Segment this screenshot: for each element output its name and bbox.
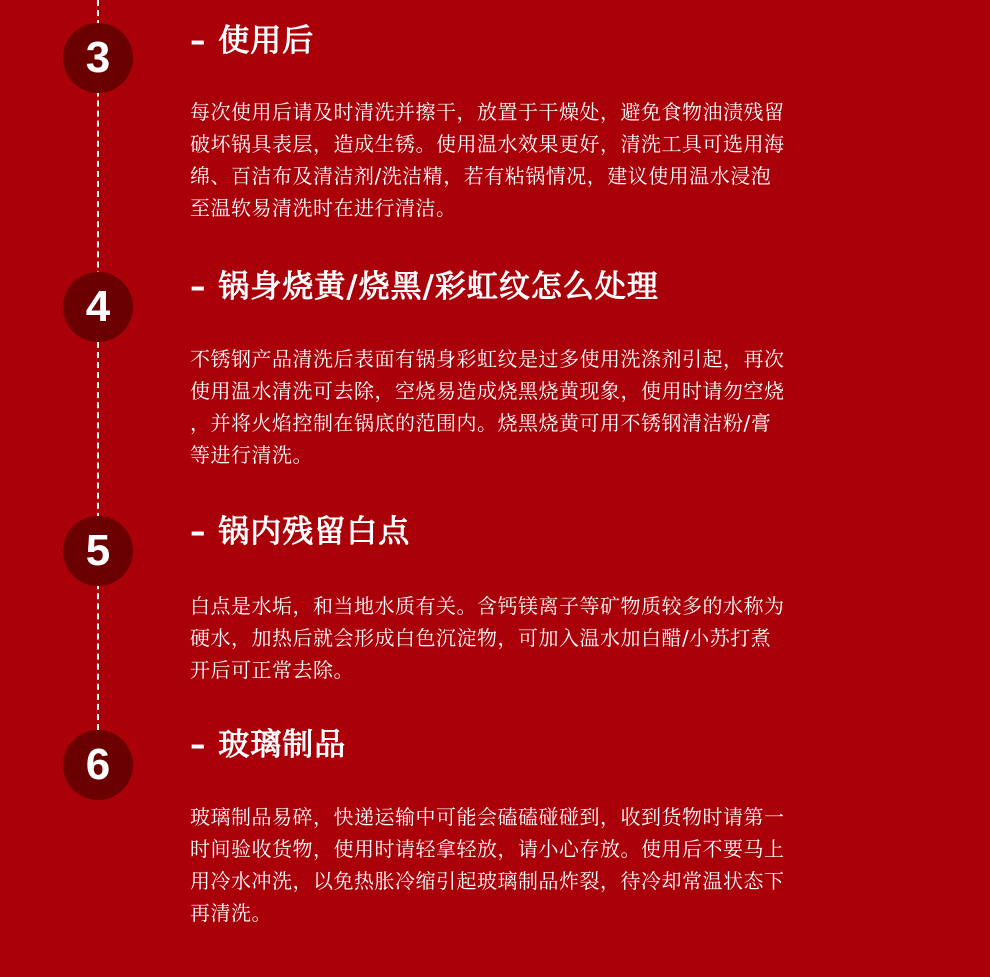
body-line: 等进行清洗。 bbox=[190, 443, 313, 467]
body-line: 用冷水冲洗，以免热胀冷缩引起玻璃制品炸裂，待冷却常温状态下 bbox=[190, 869, 785, 893]
body-line: 硬水，加热后就会形成白色沉淀物，可加入温水加白醋/小苏打煮 bbox=[190, 626, 772, 650]
section-title: – 玻璃制品 bbox=[190, 727, 347, 763]
body-line: 再清洗。 bbox=[190, 901, 272, 925]
body-line: 每次使用后请及时清洗并擦干，放置于干燥处，避免食物油渍残留 bbox=[190, 100, 785, 124]
section-body bbox=[190, 96, 890, 224]
step-number-badge: 6 bbox=[63, 730, 133, 800]
step-number-badge: 4 bbox=[63, 272, 133, 342]
body-line: 使用温水清洗可去除，空烧易造成烧黑烧黄现象，使用时请勿空烧 bbox=[190, 379, 785, 403]
section-title: – 锅内残留白点 bbox=[190, 514, 411, 550]
body-line: 时间验收货物，使用时请轻拿轻放，请小心存放。使用后不要马上 bbox=[190, 837, 785, 861]
section-body bbox=[190, 801, 890, 929]
body-line: 玻璃制品易碎，快递运输中可能会磕磕碰碰到，收到货物时请第一 bbox=[190, 805, 785, 829]
section-title: – 锅身烧黄/烧黑/彩虹纹怎么处理 bbox=[190, 269, 659, 305]
body-line: 白点是水垢，和当地水质有关。含钙镁离子等矿物质较多的水称为 bbox=[190, 594, 785, 618]
section-body bbox=[190, 590, 890, 686]
timeline-dashed-line bbox=[97, 0, 99, 730]
body-line: 至温软易清洗时在进行清洁。 bbox=[190, 196, 457, 220]
body-line: 绵、百洁布及清洁剂/洗洁精，若有粘锅情况，建议使用温水浸泡 bbox=[190, 164, 772, 188]
section-title: – 使用后 bbox=[190, 23, 315, 59]
body-line: 破坏锅具表层，造成生锈。使用温水效果更好，清洗工具可选用海 bbox=[190, 132, 785, 156]
step-number-badge: 5 bbox=[63, 516, 133, 586]
body-line: ，并将火焰控制在锅底的范围内。烧黑烧黄可用不锈钢清洁粉/膏 bbox=[190, 411, 772, 435]
body-line: 不锈钢产品清洗后表面有锅身彩虹纹是过多使用洗涤剂引起，再次 bbox=[190, 347, 785, 371]
body-line: 开后可正常去除。 bbox=[190, 658, 354, 682]
step-number-badge: 3 bbox=[63, 23, 133, 93]
section-body bbox=[190, 343, 890, 471]
